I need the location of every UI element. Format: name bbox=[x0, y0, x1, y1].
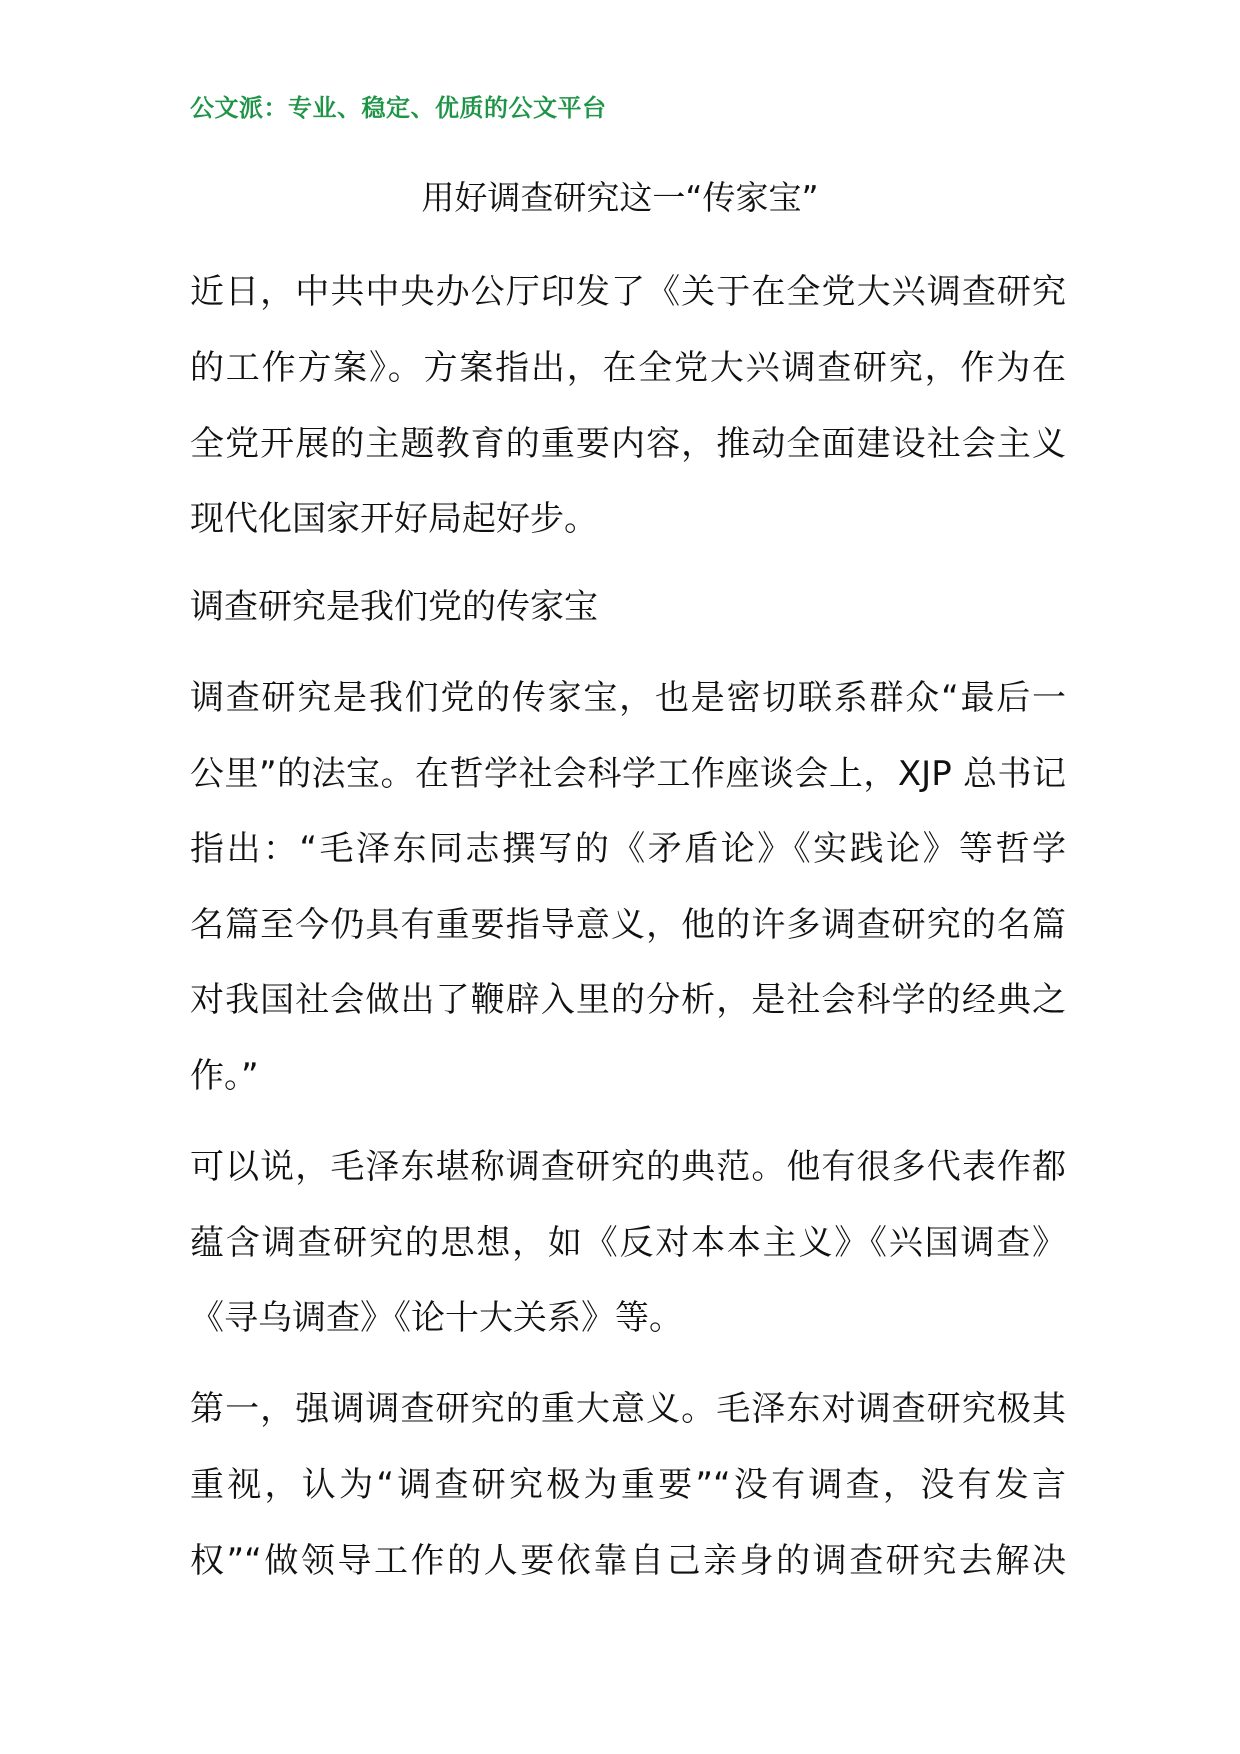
section-heading: 调查研究是我们党的传家宝 bbox=[190, 587, 598, 627]
paragraph-line: 《寻乌调查》《论十大关系》等。 bbox=[190, 1298, 683, 1338]
site-banner: 公文派：专业、稳定、优质的公文平台 bbox=[190, 94, 607, 122]
paragraph-line: 调查研究是我们党的传家宝，也是密切联系群众“最后一 bbox=[190, 678, 1066, 718]
paragraph-line: 权”“做领导工作的人要依靠自己亲身的调查研究去解决 bbox=[190, 1541, 1066, 1581]
paragraph-line: 第一，强调调查研究的重大意义。毛泽东对调查研究极其 bbox=[190, 1389, 1066, 1429]
paragraph-line: 作。” bbox=[190, 1056, 259, 1096]
paragraph-line: 的工作方案》。方案指出，在全党大兴调查研究，作为在 bbox=[190, 348, 1066, 388]
paragraph-line: 全党开展的主题教育的重要内容，推动全面建设社会主义 bbox=[190, 424, 1066, 464]
paragraph-line: 公里”的法宝。在哲学社会科学工作座谈会上，XJP 总书记 bbox=[190, 754, 1066, 794]
document-title: 用好调查研究这一“传家宝” bbox=[421, 178, 819, 217]
paragraph-line: 可以说，毛泽东堪称调查研究的典范。他有很多代表作都 bbox=[190, 1147, 1066, 1187]
paragraph-line: 蕴含调查研究的思想，如《反对本本主义》《兴国调查》 bbox=[190, 1223, 1066, 1263]
paragraph-line: 指出：“毛泽东同志撰写的《矛盾论》《实践论》等哲学 bbox=[190, 829, 1066, 869]
paragraph-line: 近日，中共中央办公厅印发了《关于在全党大兴调查研究 bbox=[190, 272, 1066, 312]
paragraph-line: 重视，认为“调查研究极为重要”“没有调查，没有发言 bbox=[190, 1465, 1066, 1505]
paragraph-line: 现代化国家开好局起好步。 bbox=[190, 499, 598, 539]
paragraph-line: 对我国社会做出了鞭辟入里的分析，是社会科学的经典之 bbox=[190, 980, 1066, 1020]
paragraph-line: 名篇至今仍具有重要指导意义，他的许多调查研究的名篇 bbox=[190, 905, 1066, 945]
